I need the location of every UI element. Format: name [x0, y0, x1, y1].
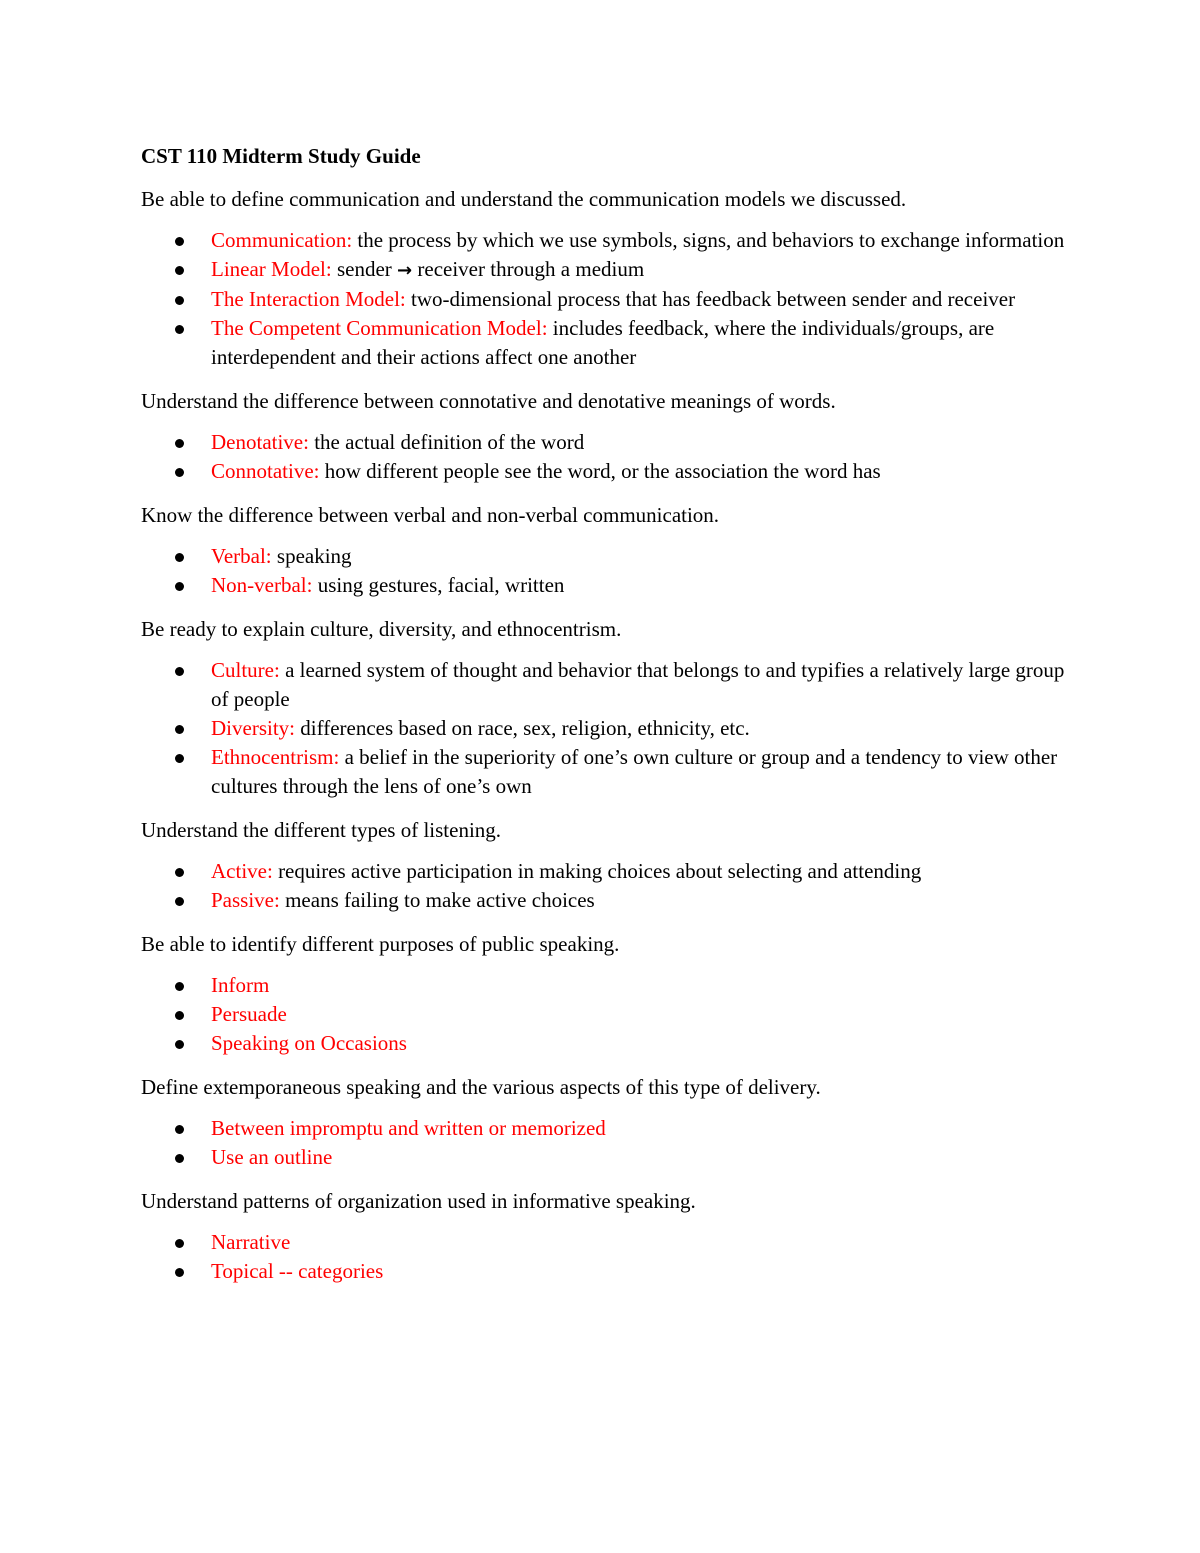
bullet-icon [175, 982, 184, 991]
bullet-icon [175, 667, 184, 676]
term-definition-continued: receiver through a medium [412, 257, 645, 281]
bullet-icon [175, 754, 184, 763]
term-label: Topical -- categories [211, 1259, 384, 1283]
term-label: Communication: [211, 228, 353, 252]
term-label: Denotative: [211, 430, 309, 454]
bullet-icon [175, 1154, 184, 1163]
term-label: Persuade [211, 1002, 287, 1026]
document-title: CST 110 Midterm Study Guide [141, 144, 421, 168]
term-label: Diversity: [211, 716, 295, 740]
term-label: Verbal: [211, 544, 272, 568]
list-item [141, 285, 1066, 314]
term-label: Active: [211, 859, 273, 883]
term-label: Speaking on Occasions [211, 1031, 407, 1055]
list-item [141, 542, 1066, 571]
section-prompt: Be able to define communication and understand the communication models we discussed. [141, 187, 907, 211]
term-label: Inform [211, 973, 270, 997]
term-label: Between impromptu and written or memorized [211, 1116, 606, 1140]
list-item [141, 1114, 1066, 1143]
list-item [141, 571, 1066, 600]
bullet-icon [175, 553, 184, 562]
bullet-list [141, 1228, 1066, 1286]
section-prompt: Be ready to explain culture, diversity, and ethnocentrism. [141, 617, 622, 641]
list-item [141, 457, 1066, 486]
bullet-icon [175, 237, 184, 246]
bullet-icon [175, 439, 184, 448]
list-item [141, 714, 1066, 743]
list-item [141, 886, 1066, 915]
list-item [141, 314, 1066, 372]
term-definition: a belief in the superiority of one’s own culture or group and a tendency to view other cultures through the lens of one’s own [211, 745, 1058, 798]
term-definition: requires active participation in making choices about selecting and attending [272, 859, 922, 883]
term-definition: using gestures, facial, written [312, 573, 565, 597]
bullet-icon [175, 1040, 184, 1049]
bullet-icon [175, 468, 184, 477]
term-label: The Competent Communication Model: [211, 316, 548, 340]
term-definition: differences based on race, sex, religion, ethnicity, etc. [295, 716, 750, 740]
term-definition: speaking [271, 544, 352, 568]
bullet-icon [175, 1239, 184, 1248]
bullet-icon [175, 266, 184, 275]
term-label: Use an outline [211, 1145, 333, 1169]
bullet-list [141, 971, 1066, 1058]
term-label: Passive: [211, 888, 280, 912]
list-item [141, 743, 1066, 801]
term-label: Non-verbal: [211, 573, 313, 597]
bullet-icon [175, 325, 184, 334]
term-label: Culture: [211, 658, 280, 682]
section-prompt: Be able to identify different purposes of public speaking. [141, 932, 620, 956]
list-item [141, 428, 1066, 457]
bullet-list [141, 542, 1066, 600]
section-prompt: Understand the difference between connotative and denotative meanings of words. [141, 389, 836, 413]
term-label: Ethnocentrism: [211, 745, 340, 769]
list-item [141, 971, 1066, 1000]
bullet-list [141, 656, 1066, 801]
bullet-icon [175, 897, 184, 906]
term-label: Connotative: [211, 459, 320, 483]
list-item [141, 857, 1066, 886]
section-prompt: Know the difference between verbal and non-verbal communication. [141, 503, 720, 527]
list-item [141, 656, 1066, 714]
section-prompt: Understand patterns of organization used in informative speaking. [141, 1189, 696, 1213]
bullet-icon [175, 1268, 184, 1277]
term-definition: two-dimensional process that has feedback between sender and receiver [405, 287, 1016, 311]
term-label: Narrative [211, 1230, 291, 1254]
bullet-icon [175, 1125, 184, 1134]
bullet-list [141, 226, 1066, 372]
list-item [141, 1143, 1066, 1172]
term-definition: means failing to make active choices [279, 888, 595, 912]
document-content [141, 140, 1066, 1300]
list-item [141, 226, 1066, 255]
term-definition: the actual definition of the word [308, 430, 585, 454]
bullet-icon [175, 582, 184, 591]
list-item [141, 255, 1066, 285]
section-prompt: Understand the different types of listening. [141, 818, 502, 842]
list-item [141, 1029, 1066, 1058]
bullet-list [141, 857, 1066, 915]
bullet-icon [175, 868, 184, 877]
term-label: Linear Model: [211, 257, 332, 281]
list-item [141, 1228, 1066, 1257]
bullet-list [141, 428, 1066, 486]
bullet-icon [175, 725, 184, 734]
section-prompt: Define extemporaneous speaking and the various aspects of this type of delivery. [141, 1075, 821, 1099]
term-definition: how different people see the word, or the association the word has [319, 459, 881, 483]
term-definition: the process by which we use symbols, signs, and behaviors to exchange information [352, 228, 1065, 252]
term-definition: a learned system of thought and behavior that belongs to and typifies a relatively large group of people [211, 658, 1065, 711]
term-label: The Interaction Model: [211, 287, 406, 311]
term-definition: sender [331, 257, 398, 281]
list-item [141, 1257, 1066, 1286]
list-item [141, 1000, 1066, 1029]
bullet-icon [175, 296, 184, 305]
bullet-list [141, 1114, 1066, 1172]
term-definition: includes feedback, where the individuals/groups, are interdependent and their actions affect one another [211, 316, 995, 369]
arrow-right-icon: → [397, 260, 413, 281]
sections-container [141, 184, 1066, 1286]
bullet-icon [175, 1011, 184, 1020]
